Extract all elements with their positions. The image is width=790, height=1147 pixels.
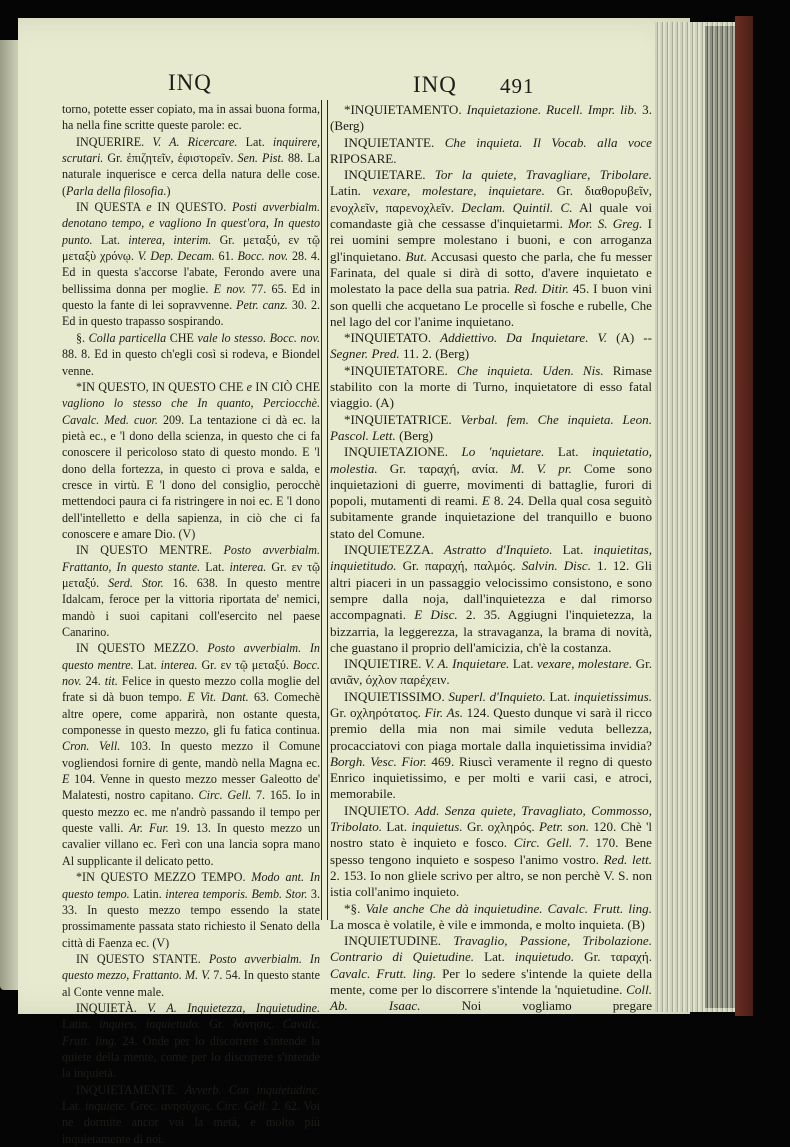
- entry-text: torno, potette esser copiato, ma in assai buona forma, ha nella fine scritte queste parole: ec.: [62, 102, 320, 133]
- entry-text: Al quale voi comandaste già che cessasse d'inquietarmi.: [330, 199, 653, 232]
- dictionary-entry: [62, 101, 320, 134]
- entry-italic-text: e: [146, 200, 152, 215]
- entry-text: Lat.: [509, 656, 537, 672]
- entry-text: 209. La tentazione ci dà ec. la pietà ec., e 'l dono della scienza, in questo che ci fa conoscere il pericoloso stato di questo mondo. E 'l dono della fortezza, in questo ci prova e salda, e cresce in virtù. E 'l dono del consiglio, perocchè mettendoci paura ci fa ristringere in noi ec. E 'l dono dell'intelletto e della sapienza, in ciò che ci fa conoscere e amare Dio. (V): [62, 412, 320, 541]
- entry-text: 2. 35. Aggiugni l'inquietezza, la bizzarria, la leggerezza, la stravaganza, la brama di novità, che guastano il proprio dell'amicizia, ch'è la costanza.: [330, 607, 652, 655]
- entry-text: *IN QUESTO, IN QUESTO CHE: [76, 379, 247, 394]
- entry-text: Gr. διαθορυβεῖν, ενοχλεῖν, παρενοχλεῖν.: [330, 183, 652, 215]
- entry-text: Noi vogliamo pregare: [420, 998, 653, 1014]
- entry-text: 63. Comechè altre opere, come apparirà, non ostante questa, componesse in questo mezzo, gli fu fatica continua.: [62, 690, 320, 738]
- left-column: [62, 101, 320, 1147]
- entry-italic-text: Petr. canz.: [236, 298, 288, 313]
- entry-italic-text: V. A. Inquietezza, Inquietudine.: [147, 1000, 320, 1015]
- entry-text: Per lo sedere s'intende la quiete della mente, come per lo discorrere s'intende la 'nquietudine.: [330, 965, 653, 998]
- entry-text: Gr. οχληρότατος.: [330, 704, 425, 720]
- entry-italic-text: vagliono lo stesso che In quanto, Perciocchè. Cavalc. Med. cuor.: [62, 396, 320, 427]
- page-stack-shadow: [705, 26, 735, 1008]
- page-number: 491: [500, 74, 535, 98]
- entry-italic-text: Posto avverbialm. In questo mezzo, Frattanto. M. V.: [62, 951, 320, 983]
- entry-text: Gr. εν τῷ μεταξύ.: [62, 559, 321, 590]
- entry-italic-text: Posto avverbialm. In questo mentre.: [62, 641, 320, 672]
- entry-italic-text: V. A. Ricercare.: [152, 134, 238, 149]
- entry-text: Lat.: [545, 688, 574, 704]
- entry-text: Rimase stabilito con la morte di Turno, inquietatore di esso fatal viaggio. (A): [330, 362, 652, 411]
- entry-italic-text: e: [246, 379, 253, 394]
- entry-text: CHE: [166, 330, 198, 345]
- entry-text: 24. Onde per lo discorrere s'intende la quiete della mente, come per lo discorrere s'intende la inquietà.: [62, 1033, 320, 1081]
- entry-text: *INQUIETATORE.: [344, 362, 457, 378]
- dictionary-entry: [62, 951, 320, 1000]
- entry-text: IN QUESTA: [76, 200, 147, 215]
- entry-italic-text: Inquietazione. Rucell. Impr. lib.: [466, 102, 638, 117]
- entry-italic-text: vexare, molestare, inquietare.: [372, 183, 545, 199]
- entry-italic-text: Ar. Fur.: [129, 821, 169, 836]
- entry-italic-text: interea, interim.: [128, 232, 212, 247]
- entry-text: (Berg): [395, 427, 434, 443]
- entry-text: Gr. ανιᾶν, όχλον παρέχειν.: [330, 656, 652, 688]
- entry-text: INQUIETEZZA.: [344, 542, 444, 558]
- entry-text: INQUIETISSIMO.: [344, 688, 449, 704]
- entry-text: 1. 12. Gli altri piaceri in un passaggio velocissimo consistono, e sono sempre dalla noja, dall'inquietezza e dal rimorso accompagnati.: [330, 558, 652, 623]
- entry-text: Felice in questo mezzo colla moglie del frate si dà buon tempo.: [62, 674, 320, 705]
- entry-text: *INQUIETATRICE.: [344, 411, 461, 427]
- entry-italic-text: inquies, inquietudo.: [99, 1017, 201, 1032]
- entry-text: 3. 33. In questo mezzo tempo essendo la state prossimamente passata stato richiesto il Senato della città di Faenza ec. (V): [62, 886, 320, 950]
- entry-italic-text: Borgh. Vesc. Fior.: [330, 753, 427, 769]
- dictionary-entry: [62, 542, 320, 640]
- dictionary-entry: [330, 135, 652, 168]
- entry-text: (A) --: [607, 330, 652, 346]
- dictionary-entry: [330, 330, 652, 363]
- entry-italic-text: Serd. Stor.: [108, 575, 164, 590]
- entry-text: 45. I buon vini son quelli che acquetano Le procelle sì fosche e rubelle, Che nel lago del cor l'anime inquietano.: [330, 281, 652, 329]
- entry-text: 88. La naturale inquerisce e cerca della natura delle cose. (: [62, 151, 320, 198]
- entry-italic-text: V. A. Inquietare.: [424, 656, 510, 672]
- entry-text: Gr. εν τῷ μεταξύ.: [197, 657, 293, 672]
- entry-text: Lat.: [544, 444, 592, 460]
- dictionary-entry: [330, 412, 652, 445]
- dictionary-entry: [330, 102, 652, 135]
- entry-italic-text: Verbal. fem. Che inquieta. Leon. Pascol. Lett.: [330, 411, 652, 443]
- entry-italic-text: interea.: [160, 657, 198, 672]
- entry-text: INQUIETANTE.: [344, 134, 445, 150]
- entry-text: 88. 8. Ed in questo ch'egli così si rodeva, e Biondel venne.: [62, 347, 320, 378]
- entry-italic-text: Red. lett.: [603, 851, 652, 867]
- entry-text: *§.: [344, 900, 366, 916]
- entry-text: 11. 2. (Berg): [399, 346, 470, 362]
- dictionary-entry: [330, 363, 652, 412]
- entry-italic-text: Superl. d'Inquieto.: [448, 688, 546, 704]
- entry-text: Gr. οχληρός.: [462, 819, 539, 835]
- entry-text: IN QUESTO STANTE.: [76, 951, 209, 966]
- entry-italic-text: Bocc. nov.: [62, 657, 321, 689]
- entry-italic-text: inquietatio, molestia.: [330, 444, 652, 476]
- entry-text: INQUIETO.: [344, 802, 415, 818]
- entry-italic-text: Coll. Ab. Isaac.: [330, 982, 652, 1014]
- dictionary-entry: [62, 640, 320, 869]
- entry-italic-text: Petr. son.: [538, 819, 590, 835]
- entry-text: 469. Riuscì veramente il regno di questo Enrico inquietissimo, e per molti e varii casi, e atroci, memorabile.: [330, 753, 652, 802]
- dictionary-entry: [330, 542, 652, 656]
- entry-text: §.: [76, 330, 89, 345]
- entry-italic-text: E Disc.: [414, 607, 458, 623]
- entry-text: Latin.: [129, 886, 166, 901]
- entry-text: Lat.: [62, 1098, 85, 1113]
- entry-italic-text: Fir. As.: [424, 704, 463, 720]
- entry-text: Lat.: [133, 657, 161, 672]
- entry-text: IN QUESTO MENTRE.: [76, 543, 224, 558]
- entry-italic-text: tit.: [104, 674, 118, 689]
- entry-text: INQUIETARE.: [344, 167, 435, 183]
- entry-text: Gr. ταραχή.: [574, 949, 652, 965]
- entry-italic-text: vexare, molestare.: [536, 656, 633, 672]
- entry-italic-text: Che inquieta. Il Vocab. alla voce: [444, 134, 652, 150]
- entry-text: Gr. παραχή, παλμός.: [396, 558, 522, 574]
- entry-text: 19. 13. In questo mezzo un cavalier villano ec. Ferì con una lancia sopra mano Al supplicante il delicato petto.: [62, 821, 320, 868]
- entry-italic-text: Modo ant. In questo tempo.: [62, 870, 320, 901]
- entry-text: Gr. δόνησις.: [200, 1017, 283, 1032]
- entry-italic-text: Cavalc. Frutt. ling.: [330, 965, 437, 981]
- dictionary-entry: [62, 1000, 320, 1082]
- entry-italic-text: Sen. Pist.: [237, 151, 284, 166]
- book-binding: [735, 16, 753, 1016]
- entry-italic-text: Bocc. nov.: [237, 249, 289, 264]
- dictionary-entry: [62, 199, 320, 330]
- entry-italic-text: Astratto d'Inquieto.: [443, 542, 553, 558]
- dictionary-entry: [62, 869, 320, 951]
- entry-text: Lat.: [200, 559, 230, 574]
- entry-text: Gr. ταραχή, ανία.: [377, 460, 511, 476]
- entry-text: La mosca è volatile, è vile e immonda, e molto inquieta. (B): [330, 916, 645, 932]
- entry-italic-text: interea.: [229, 559, 267, 574]
- right-column: [330, 102, 652, 1015]
- entry-italic-text: Avverb. Con inquietudine.: [184, 1082, 320, 1097]
- entry-text: IN QUESTO.: [151, 200, 233, 215]
- entry-text: INQUIETIRE.: [344, 656, 425, 672]
- entry-text: Latin.: [330, 183, 373, 199]
- entry-text: Come sono inquietazioni di guerre, movimenti di battaglie, furori di popoli, mutamenti di reami.: [330, 460, 652, 509]
- entry-text: Lat.: [552, 542, 594, 558]
- entry-italic-text: inquietudo.: [514, 949, 575, 965]
- entry-text: 124. Questo dunque vi sarà il ricco premio della mia non mai simile veduta bellezza, procacciatovi con piaga mortale dalla inquietissima invidia?: [330, 704, 652, 753]
- entry-italic-text: Cavalc. Frutt. ling.: [62, 1017, 321, 1048]
- entry-italic-text: Posto avverbialm. Frattanto, In questo stante.: [62, 543, 320, 574]
- dictionary-entry: [62, 134, 320, 199]
- entry-text: Latin.: [62, 1017, 100, 1032]
- entry-text: 2. 153. Io non gliele scrivo per altro, se non perchè V. S. non istia coll'animo inquieto.: [330, 867, 652, 900]
- entry-italic-text: inquietissimus.: [573, 688, 652, 704]
- entry-text: 24.: [81, 674, 105, 689]
- left-running-head: INQ: [168, 70, 212, 95]
- entry-italic-text: Vale anche Che dà inquietudine. Cavalc. Frutt. ling.: [365, 900, 652, 916]
- entry-italic-text: Mor. S. Greg.: [568, 216, 643, 232]
- entry-text: 104. Venne in questo mezzo messer Galeotto de' Malatesti, nostro capitano.: [62, 772, 320, 803]
- entry-italic-text: Colla particella: [88, 330, 167, 345]
- dictionary-entry: [62, 1082, 320, 1147]
- entry-text: IN CIÒ CHE: [252, 379, 320, 394]
- entry-text: Gr. μεταξύ, εν τῷ μεταξὺ χρόνῳ.: [62, 232, 321, 264]
- entry-text: 120. Chè 'l nostro stato è inquieto e fosco.: [330, 819, 652, 851]
- entry-italic-text: Segner. Pred.: [330, 346, 400, 362]
- dictionary-entry: [62, 330, 320, 379]
- entry-text: INQUIETAMENTE.: [76, 1082, 185, 1097]
- dictionary-entry: [330, 933, 652, 1014]
- entry-text: *INQUIETATO.: [344, 330, 441, 346]
- entry-italic-text: Che inquieta. Uden. Nis.: [456, 362, 604, 378]
- entry-italic-text: inquirere, scrutari.: [62, 134, 320, 166]
- entry-text: 2. 62. Voi ne dormite ancor voi la metà, e molto più inquietamente di noi.: [62, 1098, 320, 1146]
- entry-italic-text: E Vit. Dant.: [187, 690, 249, 705]
- entry-text: RIPOSARE.: [330, 150, 397, 166]
- entry-text: Lat.: [382, 819, 412, 835]
- entry-italic-text: Red. Ditir.: [514, 281, 569, 297]
- entry-italic-text: inquietitas, inquietitudo.: [330, 542, 652, 574]
- entry-italic-text: E nov.: [213, 281, 246, 296]
- entry-text: 28. 4. Ed in questa s'accorse l'abate, Ferondo avere una bellissima donna per moglie.: [62, 249, 320, 296]
- entry-text: 30. 2. Ed in questo trapasso sospirando.: [62, 298, 321, 329]
- entry-italic-text: Tor la quiete, Travagliare, Tribolare.: [434, 167, 652, 183]
- entry-text: ): [166, 183, 171, 198]
- entry-text: 61.: [214, 249, 238, 264]
- entry-text: 7. 54. In questo stante al Conte venne male.: [62, 968, 320, 999]
- dictionary-entry: [330, 444, 652, 542]
- entry-italic-text: Salvin. Disc.: [521, 558, 591, 574]
- entry-text: 8. 24. Della qual cosa seguitò subitamente grande inquietazione del tranquillo e buono stato del Comune.: [330, 493, 652, 541]
- entry-italic-text: inquiete.: [84, 1098, 127, 1113]
- entry-text: 16. 638. In questo mentre Idalcam, feroce per la vittoria riportata de' nemici, mandò i suoi capitani coll'esercito nel paese Canarino.: [62, 575, 321, 639]
- entry-text: Gr. ἐπιζητεῖν, ἐφιστορεῖν.: [103, 151, 238, 166]
- entry-italic-text: inquietus.: [411, 819, 463, 835]
- entry-text: Grec. ανησύχως.: [126, 1098, 217, 1113]
- entry-italic-text: interea temporis. Bemb. Stor.: [165, 886, 308, 901]
- entry-italic-text: Lo 'nquietare.: [461, 444, 545, 460]
- entry-text: INQUIETÀ.: [76, 1000, 148, 1015]
- entry-italic-text: vale lo stesso. Bocc. nov.: [197, 330, 321, 345]
- dictionary-entry: [62, 379, 320, 542]
- entry-text: Lat.: [92, 232, 129, 247]
- entry-italic-text: Cron. Vell.: [62, 739, 121, 754]
- entry-text: 7. 165. Io in questo mezzo ec. me n'andrò passando il tempo per queste valli.: [62, 788, 320, 836]
- entry-text: 7. 170. Bene spesso tengono inquieto e sospeso l'animo vostro.: [330, 835, 652, 867]
- entry-text: INQUIETUDINE.: [344, 933, 454, 949]
- entry-italic-text: Circ. Gell.: [198, 788, 252, 803]
- right-running-head: INQ: [413, 72, 457, 97]
- entry-text: 103. In questo mezzo il Comune vogliendosi fornire di gente, mandò nella Magna ec.: [62, 739, 320, 770]
- entry-text: IN QUESTO MEZZO.: [76, 641, 208, 656]
- entry-italic-text: Parla della filosofia.: [66, 183, 167, 198]
- entry-text: Lat.: [474, 949, 515, 965]
- entry-italic-text: Declam. Quintil. C.: [461, 199, 573, 215]
- column-divider: [321, 100, 328, 920]
- entry-text: *INQUIETAMENTO.: [344, 102, 467, 117]
- entry-italic-text: E: [62, 772, 70, 787]
- entry-italic-text: E: [481, 493, 490, 509]
- entry-italic-text: Circ. Gell.: [513, 835, 573, 851]
- entry-text: I rei uomini sempre molestano i buoni, e con arroganza gl'inquietano.: [330, 216, 652, 264]
- entry-italic-text: V. Dep. Decam.: [137, 249, 215, 264]
- entry-italic-text: Addiettivo. Da Inquietare. V.: [440, 330, 608, 346]
- entry-italic-text: M. V. pr.: [510, 460, 572, 476]
- dictionary-entry: [330, 901, 652, 934]
- entry-text: INQUERIRE.: [76, 134, 153, 149]
- entry-text: *IN QUESTO MEZZO TEMPO.: [76, 870, 252, 885]
- entry-italic-text: Posti avverbialm. denotano tempo, e vagliono In quest'ora, In questo punto.: [62, 200, 321, 247]
- entry-text: 3. (Berg): [330, 102, 653, 134]
- dictionary-entry: [330, 803, 652, 901]
- dictionary-entry: [330, 689, 652, 803]
- entry-text: Lat.: [237, 134, 273, 149]
- entry-italic-text: Circ. Gell.: [216, 1098, 269, 1113]
- entry-text: 77. 65. Ed in questo la fante di lei sopravvenne.: [62, 281, 320, 313]
- entry-text: INQUIETAZIONE.: [344, 444, 462, 460]
- entry-italic-text: But.: [405, 248, 428, 264]
- dictionary-entry: [330, 656, 652, 689]
- entry-text: Accusasi questo che parla, che fu messer Farinata, del quale si dirà di sotto, d'avere inquietato e molestato la pace della sua patria.: [330, 248, 652, 297]
- entry-italic-text: Add. Senza quiete, Travagliato, Commosso, Tribolato.: [330, 802, 652, 835]
- entry-italic-text: Travaglio, Passione, Tribolazione. Contrario di Quietudine.: [330, 933, 652, 965]
- dictionary-entry: [330, 167, 652, 330]
